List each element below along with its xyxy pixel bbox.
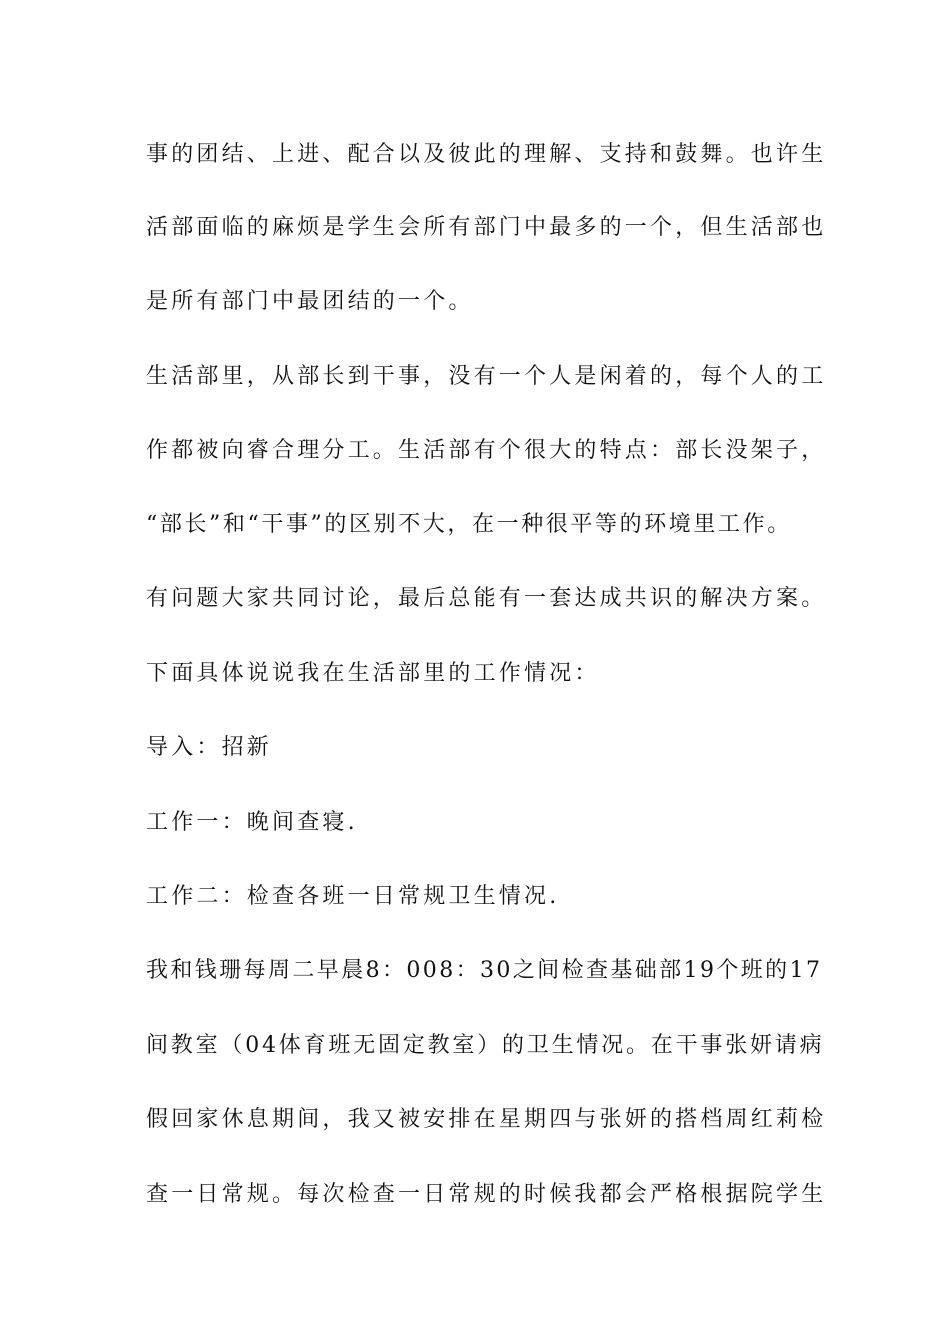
- paragraph-line: 活部面临的麻烦是学生会所有部门中最多的一个，但生活部也: [146, 215, 827, 240]
- paragraph-line: 我和钱珊每周二早晨8：008：30之间检查基础部19个班的17: [146, 958, 823, 983]
- paragraph-line: 下面具体说说我在生活部里的工作情况：: [146, 661, 600, 686]
- paragraph-line: 有问题大家共同讨论，最后总能有一套达成共识的解决方案。: [146, 586, 827, 611]
- paragraph-line: 事的团结、上进、配合以及彼此的理解、支持和鼓舞。也许生: [146, 142, 827, 167]
- section-heading-intro: 导入：招新: [146, 735, 273, 760]
- paragraph-line: 是所有部门中最团结的一个。: [146, 289, 474, 314]
- section-heading-work-1: 工作一：晚间查寝.: [146, 810, 358, 835]
- paragraph-line: 假回家休息期间，我又被安排在星期四与张妍的搭档周红莉检: [146, 1107, 827, 1132]
- paragraph-line: 间教室（04体育班无固定教室）的卫生情况。在干事张妍请病: [146, 1033, 825, 1058]
- paragraph-line: 作都被向睿合理分工。生活部有个很大的特点：部长没架子，: [146, 438, 827, 463]
- paragraph-line: “部长”和“干事”的区别不大，在一种很平等的环境里工作。: [146, 512, 792, 537]
- section-heading-work-2: 工作二：检查各班一日常规卫生情况.: [146, 884, 560, 909]
- paragraph-line: 生活部里，从部长到干事，没有一个人是闲着的，每个人的工: [146, 364, 827, 389]
- paragraph-line: 查一日常规。每次检查一日常规的时候我都会严格根据院学生: [146, 1182, 827, 1207]
